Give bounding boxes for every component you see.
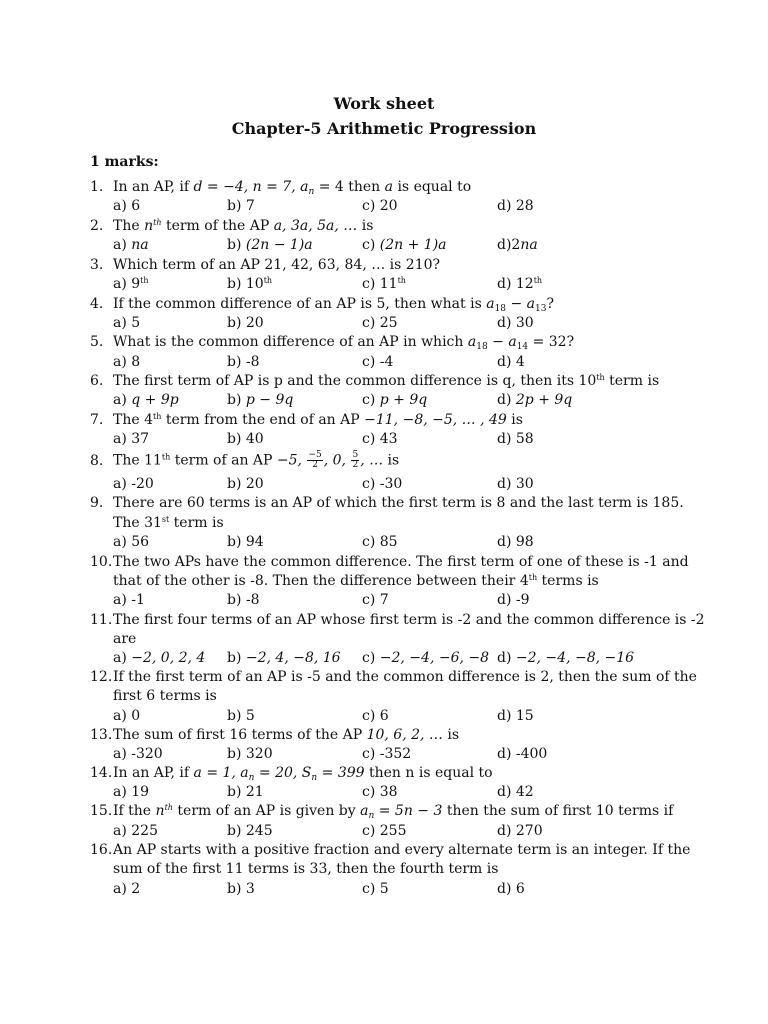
question-text: then n is equal to [364, 765, 493, 781]
option-label: a) 9 [113, 276, 141, 292]
math-expression: −5, [276, 452, 307, 469]
question-text: There are 60 terms is an AP of which the first term is 8 and the last term is 185. [113, 495, 684, 511]
math-variable: a [467, 334, 477, 350]
option-a: a) 225 [113, 823, 158, 839]
math-expression: = 5n − 3 [374, 803, 443, 819]
question-7 [90, 411, 690, 430]
fraction [351, 451, 359, 470]
option-label: d) [497, 392, 512, 408]
question-text: is [442, 727, 460, 743]
question-2 [90, 217, 690, 236]
option-c: c) 6 [362, 708, 389, 724]
math-variable: a [360, 803, 369, 819]
option-a: a) 6 [113, 198, 141, 214]
option-c [362, 275, 406, 294]
option-c: c) 38 [362, 784, 398, 800]
option-a: a) 19 [113, 784, 150, 800]
math-subscript: 14 [516, 342, 529, 352]
option-b [227, 236, 313, 255]
option-a [113, 236, 149, 255]
math-expression: −2, 0, 2, 4 [131, 650, 206, 666]
option-d: d) 28 [497, 198, 534, 214]
question-16 [90, 841, 690, 860]
math-subscript: 18 [494, 304, 507, 314]
math-expression: = 399 [317, 765, 365, 781]
option-c: c) -30 [362, 476, 403, 492]
question-text: that of the other is -8. Then the difference between their 4 [113, 573, 529, 589]
math-variable: n [155, 803, 165, 819]
math-subscript: n [368, 811, 375, 821]
math-expression: −11, −8, −5, … , 49 [364, 412, 507, 428]
question-15 [90, 802, 690, 821]
question-text: The sum of first 16 terms of the AP [113, 727, 367, 743]
option-d [497, 391, 572, 410]
option-label: c) [362, 392, 376, 408]
option-a: a) -1 [113, 592, 145, 608]
option-d: d) -400 [497, 746, 548, 762]
option-label: b) [227, 392, 242, 408]
ordinal-suffix: th [153, 412, 162, 421]
option-b: b) 40 [227, 431, 264, 447]
question-text: The 31 [113, 515, 162, 531]
question-text: is [506, 412, 523, 428]
question-text: then the sum of first 10 terms if [442, 803, 674, 819]
question-text: is [383, 452, 400, 469]
question-9-continued [113, 514, 224, 533]
option-c [362, 649, 489, 668]
question-text: = 32? [528, 334, 575, 350]
question-10-continued [113, 572, 599, 591]
question-text: The 11 [113, 452, 162, 469]
question-text: = 4 then [314, 179, 385, 195]
ordinal-suffix: st [161, 515, 170, 524]
question-text: term of the AP [161, 218, 274, 234]
math-expression: = 20, S [254, 765, 312, 781]
question-number: 15. [90, 803, 113, 819]
section-heading: 1 marks: [90, 154, 159, 170]
question-14 [90, 764, 690, 783]
question-number: 9. [90, 495, 104, 511]
option-c: c) 7 [362, 592, 389, 608]
option-d [497, 236, 538, 255]
question-text: What is the common difference of an AP in which [113, 334, 468, 350]
option-a: a) -20 [113, 476, 154, 492]
option-label: c) 11 [362, 276, 398, 292]
question-10 [90, 553, 690, 572]
option-c: c) 85 [362, 534, 398, 550]
option-c: c) 255 [362, 823, 407, 839]
option-c: c) -352 [362, 746, 412, 762]
option-label: c) [362, 237, 376, 253]
option-b: b) 21 [227, 784, 264, 800]
math-variable: a [384, 179, 393, 195]
question-11-continued: are [113, 631, 137, 647]
fraction-numerator: −5 [308, 450, 322, 460]
math-expression: p + 9q [379, 392, 428, 408]
math-expression: na [520, 237, 538, 253]
option-label: d) [497, 650, 512, 666]
option-a: a) 8 [113, 354, 141, 370]
question-12-continued: first 6 terms is [113, 688, 217, 704]
question-text: If the [113, 803, 156, 819]
math-expression: , 0, [323, 452, 351, 469]
fraction-numerator: 5 [352, 450, 359, 460]
option-c: c) 25 [362, 315, 398, 331]
option-label: b) 10 [227, 276, 264, 292]
question-text: term is [169, 515, 224, 531]
option-a: a) -320 [113, 746, 163, 762]
question-text: term from the end of an AP [161, 412, 365, 428]
question-number: 12. [90, 669, 113, 685]
question-text: The 4 [113, 412, 153, 428]
page-subtitle: Chapter-5 Arithmetic Progression [231, 119, 537, 138]
question-number: 2. [90, 218, 104, 234]
option-a: a) 0 [113, 708, 141, 724]
option-b [227, 649, 341, 668]
question-number: 13. [90, 727, 113, 743]
question-5 [90, 333, 690, 352]
option-label: a) [113, 237, 127, 253]
option-b: b) 20 [227, 315, 264, 331]
question-text: Which term of an AP 21, 42, 63, 84, … is 210? [113, 257, 441, 273]
option-d: d) 4 [497, 354, 525, 370]
math-expression: na [131, 237, 149, 253]
math-expression: d = −4, n = 7, a [193, 179, 309, 195]
ordinal-suffix: th [397, 276, 406, 285]
option-c: c) 43 [362, 431, 398, 447]
math-expression: −2, −4, −8, −16 [515, 650, 635, 666]
math-subscript: n [311, 773, 318, 783]
question-text: The first term of AP is p and the common difference is q, then its 10 [113, 373, 597, 389]
math-expression: p − 9q [245, 392, 294, 408]
question-text: If the common difference of an AP is 5, then what is [113, 296, 487, 312]
option-label: a) [113, 650, 127, 666]
math-expression: a = 1, a [193, 765, 249, 781]
option-a [113, 275, 149, 294]
math-subscript: 18 [476, 342, 488, 352]
option-a [113, 391, 179, 410]
ordinal-suffix: th [528, 573, 538, 582]
math-expression: q + 9p [131, 392, 179, 408]
option-c [362, 391, 427, 410]
option-a: a) 37 [113, 431, 150, 447]
ordinal-suffix: th [153, 218, 162, 227]
option-label: d)2 [497, 237, 521, 253]
option-label: b) [227, 650, 242, 666]
math-variable: a [526, 296, 536, 312]
question-1 [90, 178, 690, 197]
question-4 [90, 295, 690, 314]
option-a: a) 56 [113, 534, 150, 550]
page-title: Work sheet [333, 94, 435, 113]
question-13 [90, 726, 690, 745]
question-number: 4. [90, 296, 104, 312]
math-expression: 2p + 9q [515, 392, 573, 408]
option-d: d) 30 [497, 315, 534, 331]
question-text: ? [546, 296, 554, 312]
question-text: is equal to [393, 179, 472, 195]
question-8 [90, 451, 690, 471]
question-number: 5. [90, 334, 104, 350]
option-b: b) 7 [227, 198, 255, 214]
math-variable: a [486, 296, 495, 312]
question-text: term of an AP is given by [172, 803, 361, 819]
option-a: a) 5 [113, 315, 141, 331]
math-expression: (2n + 1)a [379, 237, 447, 253]
question-text: An AP starts with a positive fraction and every alternate term is an integer. If the [113, 842, 691, 858]
math-operator: − [506, 296, 527, 312]
option-d: d) 42 [497, 784, 534, 800]
question-text: If the first term of an AP is -5 and the common difference is 2, then the sum of the [113, 669, 697, 685]
option-label: b) [227, 237, 242, 253]
math-expression: (2n − 1)a [245, 237, 313, 253]
question-text: The [113, 218, 145, 234]
option-b: b) 320 [227, 746, 273, 762]
math-operator: − [487, 334, 509, 350]
option-d [497, 275, 542, 294]
question-text: In an AP, if [113, 179, 194, 195]
option-b: b) 3 [227, 881, 255, 897]
question-number: 10. [90, 554, 113, 570]
option-d: d) 270 [497, 823, 543, 839]
option-c: c) 5 [362, 881, 389, 897]
math-expression: , … [360, 452, 384, 469]
fraction-denominator: 2 [352, 460, 359, 470]
option-b: b) 5 [227, 708, 255, 724]
question-number: 11. [90, 612, 113, 628]
option-d: d) 30 [497, 476, 534, 492]
ordinal-suffix: th [164, 803, 173, 812]
option-b: b) -8 [227, 354, 260, 370]
question-6 [90, 372, 690, 391]
question-text: The first four terms of an AP whose first term is -2 and the common difference is -2 [113, 612, 705, 628]
option-label: c) [362, 650, 376, 666]
ordinal-suffix: th [596, 373, 605, 382]
question-12 [90, 668, 697, 687]
option-d: d) 98 [497, 534, 534, 550]
option-a [113, 649, 205, 668]
question-11 [90, 611, 705, 630]
option-b: b) 20 [227, 476, 264, 492]
option-b: b) 245 [227, 823, 273, 839]
math-expression: a, 3a, 5a, … [273, 218, 362, 234]
math-expression: −2, 4, −8, 16 [245, 650, 341, 666]
option-b [227, 275, 272, 294]
option-label: a) [113, 392, 127, 408]
ordinal-suffix: th [533, 276, 543, 285]
ordinal-suffix: th [140, 276, 149, 285]
question-number: 16. [90, 842, 113, 858]
question-9 [90, 494, 690, 513]
question-3 [90, 256, 690, 275]
question-number: 6. [90, 373, 104, 389]
question-number: 3. [90, 257, 104, 273]
question-text: term of an AP [170, 452, 277, 469]
math-subscript: n [248, 773, 255, 783]
option-b: b) -8 [227, 592, 260, 608]
option-d: d) 6 [497, 881, 525, 897]
ordinal-suffix: th [161, 452, 171, 462]
option-d: d) 58 [497, 431, 534, 447]
question-text: In an AP, if [113, 765, 194, 781]
option-c: c) -4 [362, 354, 394, 370]
option-d: d) 15 [497, 708, 534, 724]
question-text: term is [604, 373, 660, 389]
math-subscript: 13 [535, 304, 547, 314]
option-label: d) 12 [497, 276, 534, 292]
question-text: terms is [537, 573, 599, 589]
option-c [362, 236, 447, 255]
question-number: 14. [90, 765, 113, 781]
question-text: is [361, 218, 374, 234]
option-b [227, 391, 293, 410]
option-d [497, 649, 634, 668]
question-number: 1. [90, 179, 104, 195]
option-d: d) -9 [497, 592, 530, 608]
option-b: b) 94 [227, 534, 264, 550]
fraction [307, 451, 322, 470]
math-expression: −2, −4, −6, −8 [379, 650, 490, 666]
fraction-denominator: 2 [312, 460, 318, 470]
ordinal-suffix: th [263, 276, 273, 285]
math-expression: 10, 6, 2, … [366, 727, 443, 743]
question-16-continued: sum of the first 11 terms is 33, then the fourth term is [113, 861, 499, 877]
question-number: 7. [90, 412, 104, 428]
math-variable: n [144, 218, 154, 234]
option-c: c) 20 [362, 198, 398, 214]
math-subscript: n [308, 187, 315, 197]
question-text: The two APs have the common difference. The first term of one of these is -1 and [113, 554, 689, 570]
question-number: 8. [90, 452, 104, 469]
math-variable: a [508, 334, 517, 350]
option-a: a) 2 [113, 881, 141, 897]
